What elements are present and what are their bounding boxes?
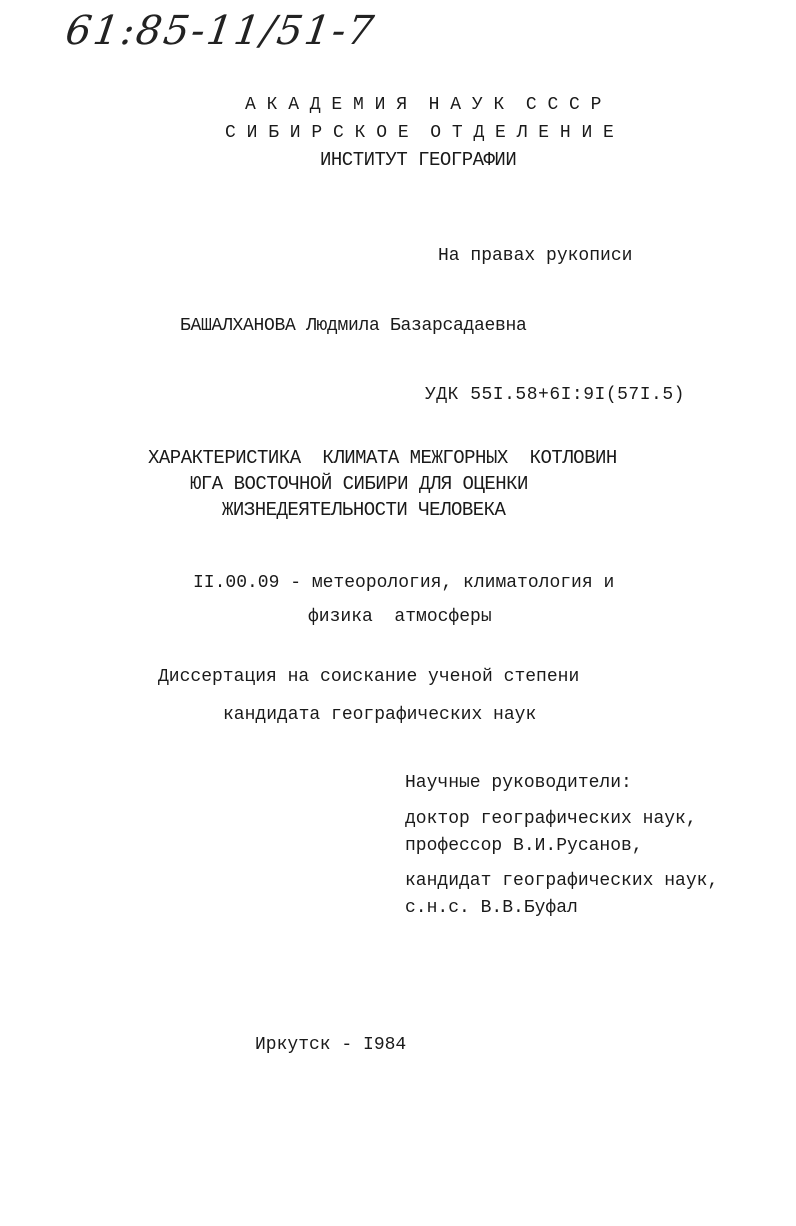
- supervisors-heading: Научные руководители:: [405, 773, 632, 793]
- udc-code: УДК 55I.58+6I:9I(57I.5): [425, 385, 685, 405]
- title-line-3: ЖИЗНЕДЕЯТЕЛЬНОСТИ ЧЕЛОВЕКА: [222, 499, 506, 521]
- degree-line-1: Диссертация на соискание ученой степени: [158, 667, 580, 687]
- author-name: БАШАЛХАНОВА Людмила Базарсадаевна: [180, 316, 527, 336]
- specialty-line-1: II.00.09 - метеорология, климатология и: [193, 573, 615, 593]
- title-line-2: ЮГА ВОСТОЧНОЙ СИБИРИ ДЛЯ ОЦЕНКИ: [190, 473, 528, 495]
- degree-line-2: кандидата географических наук: [223, 705, 537, 725]
- city-year: Иркутск - I984: [255, 1035, 407, 1055]
- institute-heading: ИНСТИТУТ ГЕОГРАФИИ: [320, 149, 517, 171]
- title-line-1: ХАРАКТЕРИСТИКА КЛИМАТА МЕЖГОРНЫХ КОТЛОВИН: [148, 447, 617, 469]
- supervisor-line: профессор В.И.Русанов,: [405, 836, 643, 856]
- specialty-line-2: физика атмосферы: [308, 607, 492, 627]
- handwritten-archive-mark: 61:85-11/51-7: [62, 8, 379, 54]
- supervisor-line: доктор географических наук,: [405, 809, 697, 829]
- academy-heading: А К А Д Е М И Я Н А У К С С С Р: [245, 95, 602, 115]
- supervisor-line: кандидат географических наук,: [405, 871, 719, 891]
- supervisor-line: с.н.с. В.В.Буфал: [405, 898, 578, 918]
- branch-heading: С И Б И Р С К О Е О Т Д Е Л Е Н И Е: [225, 123, 614, 143]
- manuscript-note: На правах рукописи: [438, 246, 633, 266]
